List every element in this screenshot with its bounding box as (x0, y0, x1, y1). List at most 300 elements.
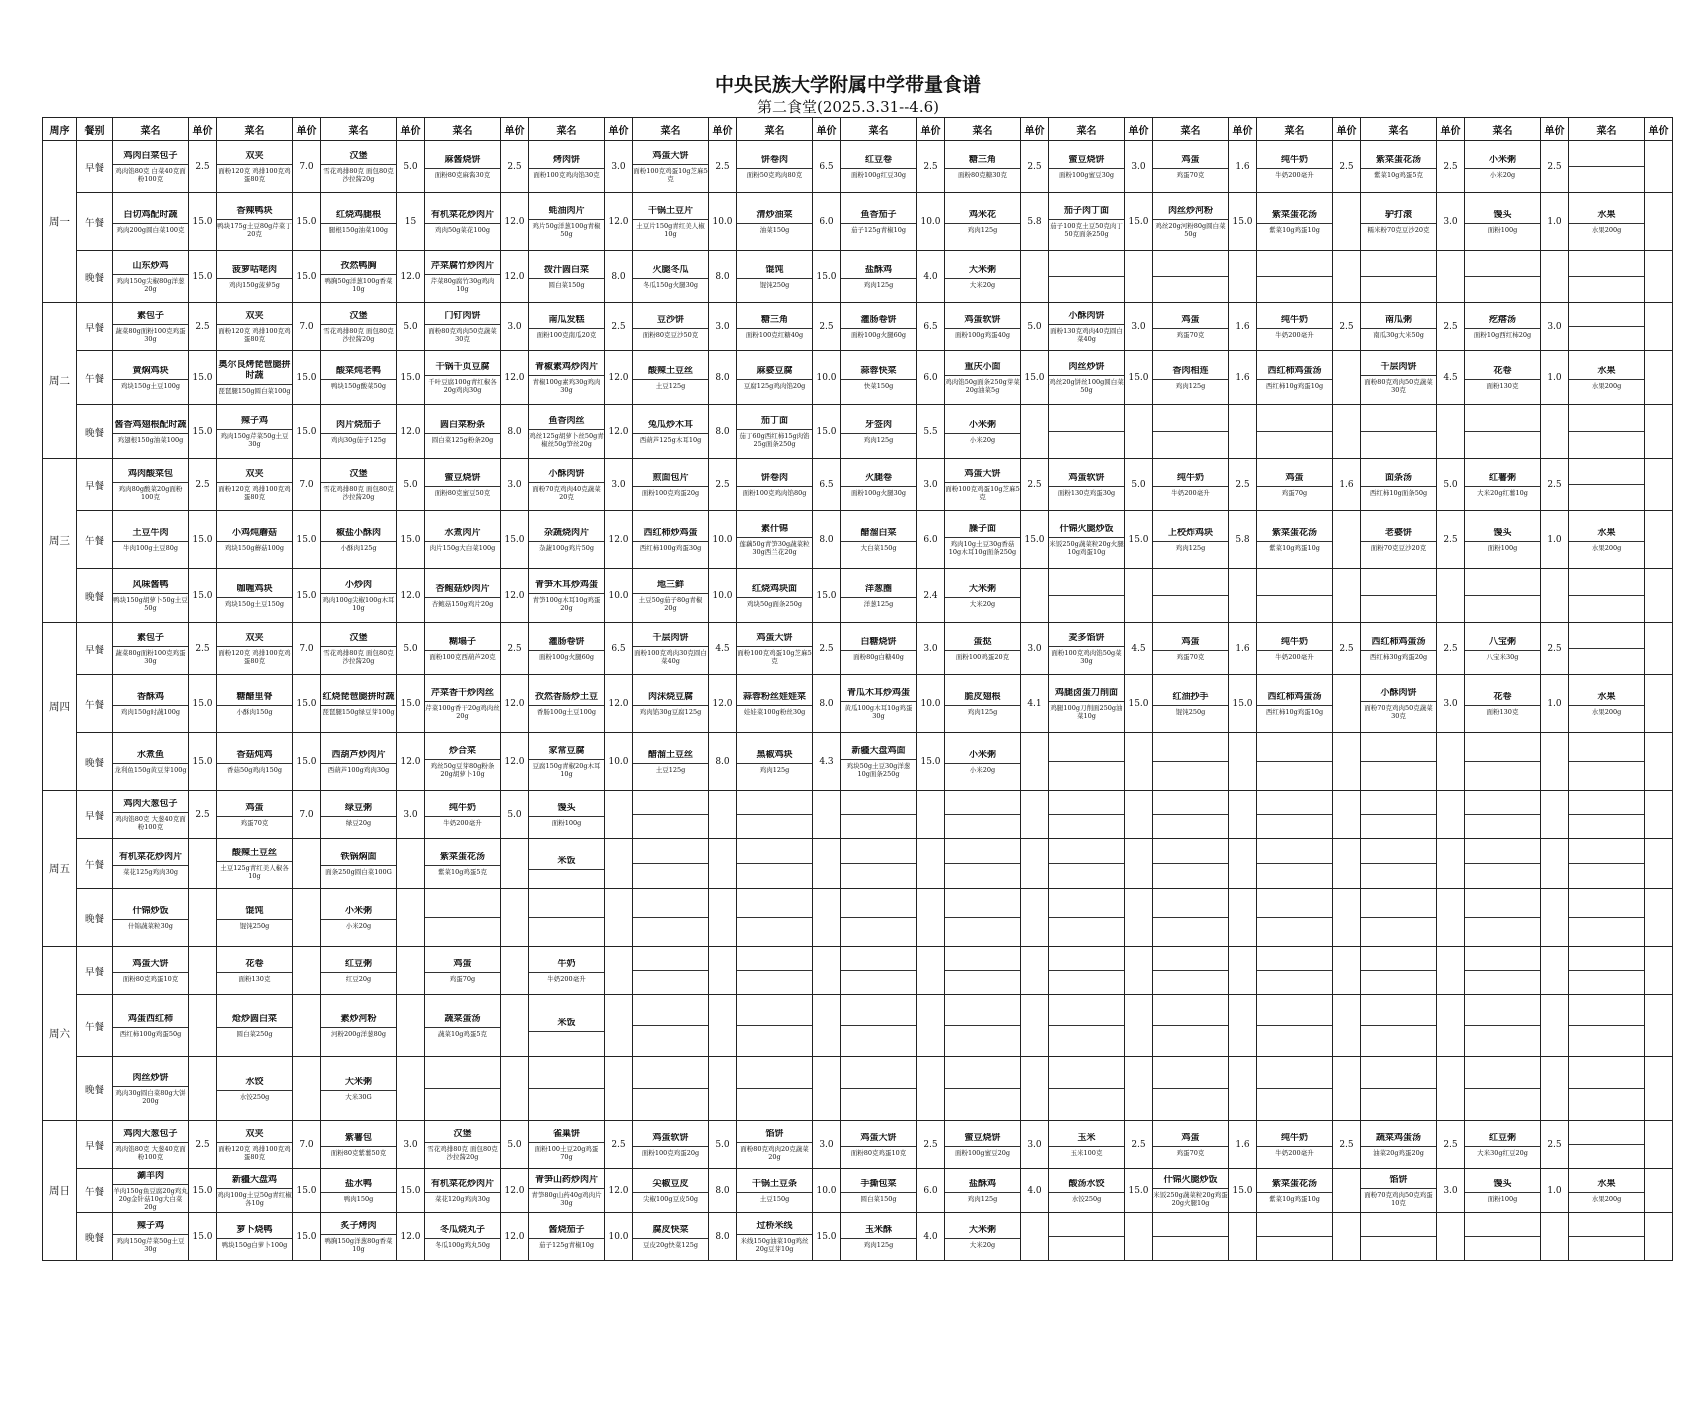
dish-cell (1257, 569, 1333, 623)
dish-price: 1.6 (1229, 1121, 1257, 1169)
dish-price: 2.5 (1229, 459, 1257, 511)
dish-price (1437, 791, 1465, 839)
dish-cell (1569, 675, 1645, 733)
dish-name: 灌肠卷饼 (548, 636, 585, 647)
cell-divider (529, 759, 605, 760)
header-week: 周序 (43, 118, 77, 141)
dish-cell (217, 193, 293, 251)
dish-cell (1361, 511, 1437, 569)
dish-name: 青笋山药炒肉片 (534, 1174, 598, 1185)
dish-ingredients: 面粉100g火腿30g (851, 488, 906, 497)
dish-cell (841, 675, 917, 733)
dish-ingredients: 鸡肉150g芹菜50g土豆30g (116, 1236, 185, 1253)
dish-cell (529, 623, 605, 675)
meal-label: 晚餐 (77, 1057, 113, 1121)
cell-divider (737, 705, 813, 706)
dish-name: 奥尔良烤琵琶腿拼时蔬 (218, 360, 291, 381)
cell-divider (841, 1088, 917, 1089)
dish-price: 2.5 (605, 1121, 633, 1169)
dish-name: 水煮肉片 (444, 527, 481, 538)
dish-cell (1465, 889, 1541, 947)
dish-price (501, 889, 529, 947)
dish-cell (1257, 791, 1333, 839)
dish-ingredients: 鸡块150g蘑菇100g (224, 543, 285, 552)
dish-name: 大米粥 (968, 583, 996, 594)
dish-price: 7.0 (293, 1121, 321, 1169)
dish-name: 孜然鸭胸 (340, 260, 377, 271)
cell-divider (737, 168, 813, 169)
dish-price (917, 791, 945, 839)
cell-divider (113, 541, 189, 542)
dish-cell (217, 251, 293, 303)
dish-ingredients: 面粉100g鸡蛋40g (955, 330, 1010, 339)
dish-cell (945, 791, 1021, 839)
cell-divider (737, 814, 813, 815)
dish-price: 8.0 (709, 251, 737, 303)
dish-cell (1049, 675, 1125, 733)
dish-cell (321, 193, 397, 251)
dish-price (709, 947, 737, 995)
dish-name: 纯牛奶 (1280, 1132, 1308, 1143)
dish-price (1333, 995, 1361, 1057)
header-dish: 菜名 (1465, 118, 1541, 141)
dish-name: 鱼香肉丝 (548, 415, 585, 426)
header-price: 单价 (1021, 118, 1049, 141)
dish-ingredients: 面粉100g蜜豆20g (955, 1148, 1010, 1157)
dish-price (1541, 839, 1569, 889)
dish-name: 鸡蛋大饼 (132, 958, 169, 969)
cell-divider (945, 1146, 1021, 1147)
dish-price (605, 1057, 633, 1121)
dish-ingredients: 鸡肉150g时蔬100g (120, 707, 181, 716)
cell-divider (1465, 705, 1541, 706)
dish-ingredients: 紫菜10g鸡蛋10g (1269, 225, 1320, 234)
dish-price: 3.0 (917, 623, 945, 675)
dish-price: 15.0 (1229, 193, 1257, 251)
cell-divider (841, 814, 917, 815)
dish-price: 10.0 (813, 1169, 841, 1213)
cell-divider (1569, 1025, 1645, 1026)
dish-name: 烤肉饼 (552, 154, 580, 165)
dish-ingredients: 鸭块150g酸菜50g (331, 381, 386, 390)
cell-divider (1361, 431, 1437, 432)
dish-price: 3.0 (709, 303, 737, 351)
dish-price: 1.6 (1229, 351, 1257, 405)
dish-price: 3.0 (397, 791, 425, 839)
dish-ingredients: 莲藕50g青笋30g蔬菜粒30g西兰花20g (739, 539, 810, 556)
dish-cell (1257, 995, 1333, 1057)
cell-divider (1361, 650, 1437, 651)
dish-ingredients: 大白菜150g (860, 543, 897, 552)
dish-ingredients: 面粉120克 鸡排100克鸡蛋80克 (218, 1144, 291, 1161)
dish-name: 酸菜炖老鸭 (335, 365, 381, 376)
cell-divider (529, 541, 605, 542)
dish-cell (321, 675, 397, 733)
dish-name: 双夹 (245, 150, 264, 161)
dish-name: 玉米酥 (864, 1224, 892, 1235)
dish-cell (633, 511, 709, 569)
cell-divider (217, 541, 293, 542)
cell-divider (217, 919, 293, 920)
dish-ingredients: 面粉70克豆沙20克 (1370, 543, 1427, 552)
dish-price (1125, 889, 1153, 947)
dish-price: 4.0 (1021, 1169, 1049, 1213)
dish-name: 酸辣土豆丝 (231, 847, 277, 858)
cell-divider (425, 223, 501, 224)
dish-cell (425, 995, 501, 1057)
dish-cell (841, 947, 917, 995)
dish-price: 2.5 (917, 141, 945, 193)
dish-ingredients: 紫菜10g鸡蛋10g (1269, 1194, 1320, 1203)
dish-name: 酸辣土豆丝 (647, 365, 693, 376)
dish-cell (113, 733, 189, 791)
cell-divider (841, 597, 917, 598)
dish-name: 双夹 (245, 1128, 264, 1139)
dish-price: 2.5 (1021, 459, 1049, 511)
dish-ingredients: 面粉120克 鸡排100克鸡蛋80克 (218, 166, 291, 183)
dish-price (189, 889, 217, 947)
cell-divider (1361, 1088, 1437, 1089)
dish-ingredients: 大米20g (969, 1240, 996, 1249)
dish-price: 10.0 (917, 675, 945, 733)
dish-ingredients: 西红柿30g鸡蛋20g (1369, 652, 1428, 661)
dish-cell (633, 351, 709, 405)
cell-divider (1257, 970, 1333, 971)
cell-divider (321, 1027, 397, 1028)
dish-price: 4.0 (917, 1213, 945, 1261)
dish-ingredients: 小米20g (969, 765, 996, 774)
dish-price: 15.0 (293, 733, 321, 791)
meal-label: 晚餐 (77, 251, 113, 303)
dish-name: 牛奶 (557, 958, 576, 969)
dish-cell (1465, 675, 1541, 733)
dish-price: 1.0 (1541, 1169, 1569, 1213)
cell-divider (529, 219, 605, 220)
dish-name: 水果 (1597, 691, 1616, 702)
cell-divider (1465, 595, 1541, 596)
cell-divider (737, 1025, 813, 1026)
dish-price (1645, 995, 1673, 1057)
dish-cell (113, 1121, 189, 1169)
dish-cell (1153, 251, 1229, 303)
dish-ingredients: 鸡蛋70克 (240, 818, 269, 827)
dish-ingredients: 鸭块150g胡萝卜50g土豆50g (113, 595, 188, 612)
cell-divider (217, 705, 293, 706)
dish-name: 上校炸鸡块 (1167, 527, 1213, 538)
dish-price (1333, 405, 1361, 459)
dish-price: 15.0 (293, 1169, 321, 1213)
dish-ingredients: 面粉80克糖30克 (957, 170, 1008, 179)
dish-ingredients: 牛奶200毫升 (1275, 170, 1314, 179)
dish-name: 蒜蓉快菜 (860, 365, 897, 376)
dish-ingredients: 馄饨250g (759, 280, 790, 289)
dish-name: 香肉相连 (1172, 365, 1209, 376)
dish-ingredients: 杂蔬100g鸡片50g (539, 543, 594, 552)
dish-price: 3.0 (1437, 675, 1465, 733)
dish-name: 干锅千页豆腐 (435, 361, 490, 372)
cell-divider (1153, 650, 1229, 651)
dish-price (1645, 947, 1673, 995)
dish-name: 白糖烧饼 (860, 636, 897, 647)
dish-price (1645, 623, 1673, 675)
cell-divider (841, 486, 917, 487)
dish-price (1125, 733, 1153, 791)
cell-divider (425, 1142, 501, 1143)
dish-price: 15.0 (189, 675, 217, 733)
dish-price (1333, 251, 1361, 303)
dish-price: 2.4 (917, 569, 945, 623)
dish-name: 汉堡 (349, 468, 368, 479)
cell-divider (1153, 168, 1229, 169)
dish-cell (1465, 839, 1541, 889)
meal-row (43, 623, 1673, 675)
dish-cell (425, 193, 501, 251)
header-dish: 菜名 (841, 118, 917, 141)
cell-divider (425, 324, 501, 325)
dish-cell (529, 675, 605, 733)
dish-price: 12.0 (397, 1213, 425, 1261)
dish-cell (1153, 193, 1229, 251)
dish-price (1541, 251, 1569, 303)
dish-cell (633, 623, 709, 675)
cell-divider (1361, 486, 1437, 487)
dish-price (1645, 251, 1673, 303)
dish-price (1645, 791, 1673, 839)
header-meal: 餐别 (77, 118, 113, 141)
cell-divider (1257, 168, 1333, 169)
dish-cell (737, 995, 813, 1057)
cell-divider (945, 278, 1021, 279)
dish-cell (1049, 405, 1125, 459)
dish-price: 10.0 (709, 511, 737, 569)
dish-cell (1153, 569, 1229, 623)
dish-ingredients: 杏鲍菇150g鸡片20g (431, 599, 494, 608)
dish-price (1333, 569, 1361, 623)
cell-divider (1153, 276, 1229, 277)
meal-row (43, 569, 1673, 623)
dish-price (1437, 889, 1465, 947)
dish-price: 15.0 (1021, 511, 1049, 569)
header-dish: 菜名 (945, 118, 1021, 141)
dish-name: 鸡蛋大饼 (860, 1132, 897, 1143)
meal-label: 晚餐 (77, 733, 113, 791)
dish-price (189, 995, 217, 1057)
cell-divider (841, 970, 917, 971)
dish-cell (1153, 511, 1229, 569)
cell-divider (529, 1088, 605, 1089)
dish-cell (1465, 1057, 1541, 1121)
cell-divider (1153, 705, 1229, 706)
meal-label: 早餐 (77, 459, 113, 511)
dish-cell (1049, 733, 1125, 791)
dish-price: 15.0 (293, 675, 321, 733)
dish-cell (529, 405, 605, 459)
cell-divider (1569, 970, 1645, 971)
cell-divider (1153, 379, 1229, 380)
dish-price (1333, 839, 1361, 889)
cell-divider (945, 375, 1021, 376)
header-price: 单价 (1125, 118, 1153, 141)
dish-cell (737, 1213, 813, 1261)
dish-ingredients: 鸡丝20g河粉80g圆白菜50g (1155, 221, 1226, 238)
dish-price (1541, 889, 1569, 947)
cell-divider (321, 816, 397, 817)
dish-ingredients: 面粉100g火腿60g (539, 652, 594, 661)
dish-ingredients: 冬瓜100g鸡丸50g (435, 1240, 490, 1249)
dish-price: 12.0 (397, 569, 425, 623)
cell-divider (841, 650, 917, 651)
dish-price: 15.0 (397, 511, 425, 569)
dish-name: 麻酱烧饼 (444, 154, 481, 165)
dish-price: 2.5 (1125, 1121, 1153, 1169)
dish-ingredients: 土豆片150g青红美人椒10g (636, 221, 705, 238)
cell-divider (1049, 375, 1125, 376)
dish-name: 山东炒鸡 (132, 260, 169, 271)
dish-cell (425, 351, 501, 405)
dish-cell (321, 791, 397, 839)
meal-label: 午餐 (77, 839, 113, 889)
dish-name: 鸡肉大葱包子 (123, 1128, 178, 1139)
cell-divider (737, 863, 813, 864)
dish-price (1021, 569, 1049, 623)
dish-cell (425, 675, 501, 733)
dish-name: 尖椒豆皮 (652, 1178, 689, 1189)
cell-divider (425, 1238, 501, 1239)
dish-price (605, 791, 633, 839)
dish-ingredients: 小米20g (1489, 170, 1516, 179)
dish-name: 黄焖鸡块 (132, 365, 169, 376)
dish-cell (321, 405, 397, 459)
dish-cell (1361, 1057, 1437, 1121)
dish-price: 3.0 (501, 303, 529, 351)
dish-ingredients: 面粉100克鸡肉馅50g菜30g (1051, 648, 1122, 665)
cell-divider (113, 1142, 189, 1143)
cell-divider (529, 650, 605, 651)
dish-cell (425, 405, 501, 459)
dish-ingredients: 面粉100g红豆30g (851, 170, 906, 179)
dish-cell (113, 511, 189, 569)
dish-price: 3.0 (397, 1121, 425, 1169)
dish-ingredients: 鸡肉125g (1175, 381, 1206, 390)
dish-cell (1569, 459, 1645, 511)
cell-divider (1257, 1236, 1333, 1237)
cell-divider (1569, 761, 1645, 762)
cell-divider (113, 223, 189, 224)
dish-ingredients: 鸡腿100g刀削面250g油菜10g (1050, 703, 1123, 720)
dish-name: 有机菜花炒肉片 (118, 851, 182, 862)
cell-divider (841, 379, 917, 380)
dish-ingredients: 面粉80克鸡蛋10克 (850, 1148, 907, 1157)
cell-divider (1049, 168, 1125, 169)
cell-divider (1257, 705, 1333, 706)
dish-name: 糖三角 (968, 154, 996, 165)
dish-cell (841, 141, 917, 193)
cell-divider (217, 597, 293, 598)
dish-cell (321, 1057, 397, 1121)
meal-label: 早餐 (77, 947, 113, 995)
dish-price (1645, 1121, 1673, 1169)
cell-divider (1569, 223, 1645, 224)
cell-divider (321, 919, 397, 920)
header-price: 单价 (917, 118, 945, 141)
cell-divider (1049, 970, 1125, 971)
dish-cell (737, 889, 813, 947)
dish-price (1229, 251, 1257, 303)
dish-cell (737, 459, 813, 511)
dish-name: 绿豆粥 (344, 802, 372, 813)
dish-price (1541, 995, 1569, 1057)
dish-cell (1465, 1121, 1541, 1169)
cell-divider (1257, 595, 1333, 596)
dish-cell (841, 303, 917, 351)
dish-name: 茄子肉丁面 (1063, 205, 1109, 216)
cell-divider (1049, 595, 1125, 596)
dish-ingredients: 面粉100g (1487, 543, 1518, 552)
dish-price: 6.0 (917, 1169, 945, 1213)
dish-cell (1465, 623, 1541, 675)
cell-divider (1361, 1146, 1437, 1147)
dish-ingredients: 青笋80g山药40g鸡肉片30g (531, 1190, 602, 1207)
dish-cell (425, 1169, 501, 1213)
dish-price (293, 839, 321, 889)
dish-price: 5.5 (917, 405, 945, 459)
dish-cell (321, 839, 397, 889)
dish-ingredients: 面粉100克红糖40g (745, 330, 804, 339)
dish-price: 6.0 (813, 193, 841, 251)
dish-name: 清炒油菜 (756, 209, 793, 220)
cell-divider (1361, 701, 1437, 702)
cell-divider (1049, 1192, 1125, 1193)
dish-cell (321, 1213, 397, 1261)
dish-cell (1257, 623, 1333, 675)
dish-name: 汉堡 (349, 632, 368, 643)
dish-price: 12.0 (501, 675, 529, 733)
cell-divider (217, 164, 293, 165)
cell-divider (1049, 1236, 1125, 1237)
dish-ingredients: 面粉100克鸡肉30克圆白菜40g (634, 648, 707, 665)
dish-ingredients: 水饺250g (1071, 1194, 1102, 1203)
dish-name: 馒头 (1493, 527, 1512, 538)
dish-name: 小米粥 (1488, 154, 1516, 165)
dish-cell (841, 889, 917, 947)
dish-cell (529, 511, 605, 569)
dish-ingredients: 雪花鸡排80克 面包80克沙拉酱20g (323, 326, 394, 343)
meal-row (43, 511, 1673, 569)
cell-divider (113, 164, 189, 165)
cell-divider (737, 1234, 813, 1235)
dish-cell (737, 675, 813, 733)
dish-cell (321, 995, 397, 1057)
dish-price (1125, 405, 1153, 459)
cell-divider (425, 650, 501, 651)
cell-divider (737, 328, 813, 329)
dish-ingredients: 面粉80克鸡肉50克蔬菜30克 (1364, 377, 1433, 394)
dish-name: 纯牛奶 (1176, 472, 1204, 483)
dish-cell (113, 351, 189, 405)
cell-divider (321, 1192, 397, 1193)
cell-divider (529, 972, 605, 973)
cell-divider (1465, 168, 1541, 169)
cell-divider (321, 593, 397, 594)
dish-cell (1361, 791, 1437, 839)
cell-divider (633, 917, 709, 918)
dish-ingredients: 西红柿100g鸡蛋30g (639, 543, 702, 552)
dish-price (1229, 839, 1257, 889)
dish-price: 10.0 (709, 193, 737, 251)
dish-cell (321, 351, 397, 405)
cell-divider (425, 816, 501, 817)
dish-cell (1465, 351, 1541, 405)
